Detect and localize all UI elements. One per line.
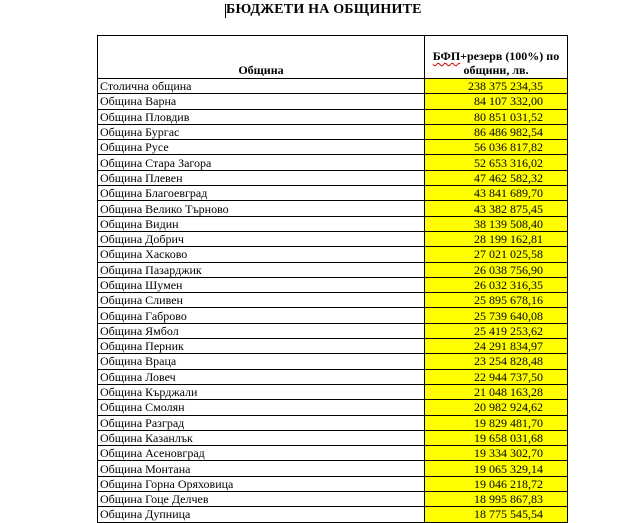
table-row xyxy=(98,277,568,292)
budget-value-cell: 24 291 834,97 xyxy=(425,339,568,354)
budget-value-cell: 19 046 218,72 xyxy=(425,476,568,491)
municipality-name-cell: Община Пазарджик xyxy=(98,262,425,277)
table-row xyxy=(98,186,568,201)
table-body xyxy=(98,79,568,523)
table-row xyxy=(98,140,568,155)
budget-value-cell: 23 254 828,48 xyxy=(425,354,568,369)
municipality-name-cell: Община Дупница xyxy=(98,507,425,522)
budget-value-cell: 22 944 737,50 xyxy=(425,369,568,384)
budget-value-cell: 52 653 316,02 xyxy=(425,155,568,170)
municipality-name-cell: Община Варна xyxy=(98,94,425,109)
table-row xyxy=(98,79,568,94)
municipality-name-cell: Община Смолян xyxy=(98,400,425,415)
budget-value-cell: 21 048 163,28 xyxy=(425,384,568,399)
table-row xyxy=(98,247,568,262)
municipality-name-cell: Община Габрово xyxy=(98,308,425,323)
table-row xyxy=(98,415,568,430)
municipality-name-cell: Община Сливен xyxy=(98,293,425,308)
budget-value-cell: 26 032 316,35 xyxy=(425,277,568,292)
table-row xyxy=(98,492,568,507)
budget-table-container xyxy=(97,35,567,523)
table-row xyxy=(98,155,568,170)
table-row xyxy=(98,384,568,399)
budget-value-cell: 84 107 332,00 xyxy=(425,94,568,109)
budget-value-cell: 19 829 481,70 xyxy=(425,415,568,430)
header-budget-part2: +резерв (100%) по общини, лв. xyxy=(460,49,560,77)
municipality-name-cell: Община Казанлък xyxy=(98,430,425,445)
table-row xyxy=(98,339,568,354)
budget-value-cell: 20 982 924,62 xyxy=(425,400,568,415)
municipality-name-cell: Община Асеновград xyxy=(98,446,425,461)
municipality-name-cell: Община Кърджали xyxy=(98,384,425,399)
municipality-name-cell: Община Пловдив xyxy=(98,109,425,124)
municipality-name-cell: Община Плевен xyxy=(98,170,425,185)
budget-value-cell: 28 199 162,81 xyxy=(425,231,568,246)
municipality-name-cell: Община Перник xyxy=(98,339,425,354)
budget-value-cell: 25 739 640,08 xyxy=(425,308,568,323)
table-header-row xyxy=(98,36,568,79)
table-row xyxy=(98,293,568,308)
table-row xyxy=(98,430,568,445)
header-budget xyxy=(425,36,568,79)
table-row xyxy=(98,109,568,124)
table-row xyxy=(98,446,568,461)
municipality-name-cell: Община Горна Оряховица xyxy=(98,476,425,491)
budget-value-cell: 19 065 329,14 xyxy=(425,461,568,476)
budget-value-cell: 27 021 025,58 xyxy=(425,247,568,262)
page-title: БЮДЖЕТИ НА ОБЩИНИТЕ xyxy=(226,2,422,17)
municipality-name-cell: Община Видин xyxy=(98,216,425,231)
municipality-name-cell: Община Благоевград xyxy=(98,186,425,201)
municipality-name-cell: Община Бургас xyxy=(98,124,425,139)
table-row xyxy=(98,400,568,415)
budget-value-cell: 25 419 253,62 xyxy=(425,323,568,338)
budget-value-cell: 56 036 817,82 xyxy=(425,140,568,155)
table-row xyxy=(98,507,568,522)
municipality-name-cell: Община Враца xyxy=(98,354,425,369)
budget-value-cell: 18 995 867,83 xyxy=(425,492,568,507)
municipality-name-cell: Община Хасково xyxy=(98,247,425,262)
table-row xyxy=(98,308,568,323)
budget-value-cell: 18 775 545,54 xyxy=(425,507,568,522)
budget-value-cell: 38 139 508,40 xyxy=(425,216,568,231)
budget-value-cell: 25 895 678,16 xyxy=(425,293,568,308)
table-row xyxy=(98,216,568,231)
table-row xyxy=(98,201,568,216)
budget-value-cell: 19 334 302,70 xyxy=(425,446,568,461)
table-row xyxy=(98,231,568,246)
municipality-name-cell: Община Стара Загора xyxy=(98,155,425,170)
table-row xyxy=(98,262,568,277)
table-row xyxy=(98,170,568,185)
municipality-name-cell: Община Велико Търново xyxy=(98,201,425,216)
table-row xyxy=(98,369,568,384)
municipality-name-cell: Община Ловеч xyxy=(98,369,425,384)
municipality-name-cell: Община Добрич xyxy=(98,231,425,246)
header-budget-part1: БФП xyxy=(432,49,461,63)
budget-value-cell: 43 841 689,70 xyxy=(425,186,568,201)
budget-table xyxy=(97,35,568,523)
budget-value-cell: 47 462 582,32 xyxy=(425,170,568,185)
budget-value-cell: 80 851 031,52 xyxy=(425,109,568,124)
municipality-name-cell: Община Ямбол xyxy=(98,323,425,338)
table-row xyxy=(98,124,568,139)
municipality-name-cell: Община Разград xyxy=(98,415,425,430)
table-row xyxy=(98,354,568,369)
table-row xyxy=(98,476,568,491)
budget-value-cell: 26 038 756,90 xyxy=(425,262,568,277)
budget-value-cell: 19 658 031,68 xyxy=(425,430,568,445)
municipality-name-cell: Община Шумен xyxy=(98,277,425,292)
table-row xyxy=(98,323,568,338)
municipality-name-cell: Столична община xyxy=(98,79,425,94)
municipality-name-cell: Община Русе xyxy=(98,140,425,155)
header-municipality: Община xyxy=(98,36,425,79)
municipality-name-cell: Община Гоце Делчев xyxy=(98,492,425,507)
budget-value-cell: 86 486 982,54 xyxy=(425,124,568,139)
table-row xyxy=(98,94,568,109)
table-row xyxy=(98,461,568,476)
municipality-name-cell: Община Монтана xyxy=(98,461,425,476)
budget-value-cell: 238 375 234,35 xyxy=(425,79,568,94)
budget-value-cell: 43 382 875,45 xyxy=(425,201,568,216)
